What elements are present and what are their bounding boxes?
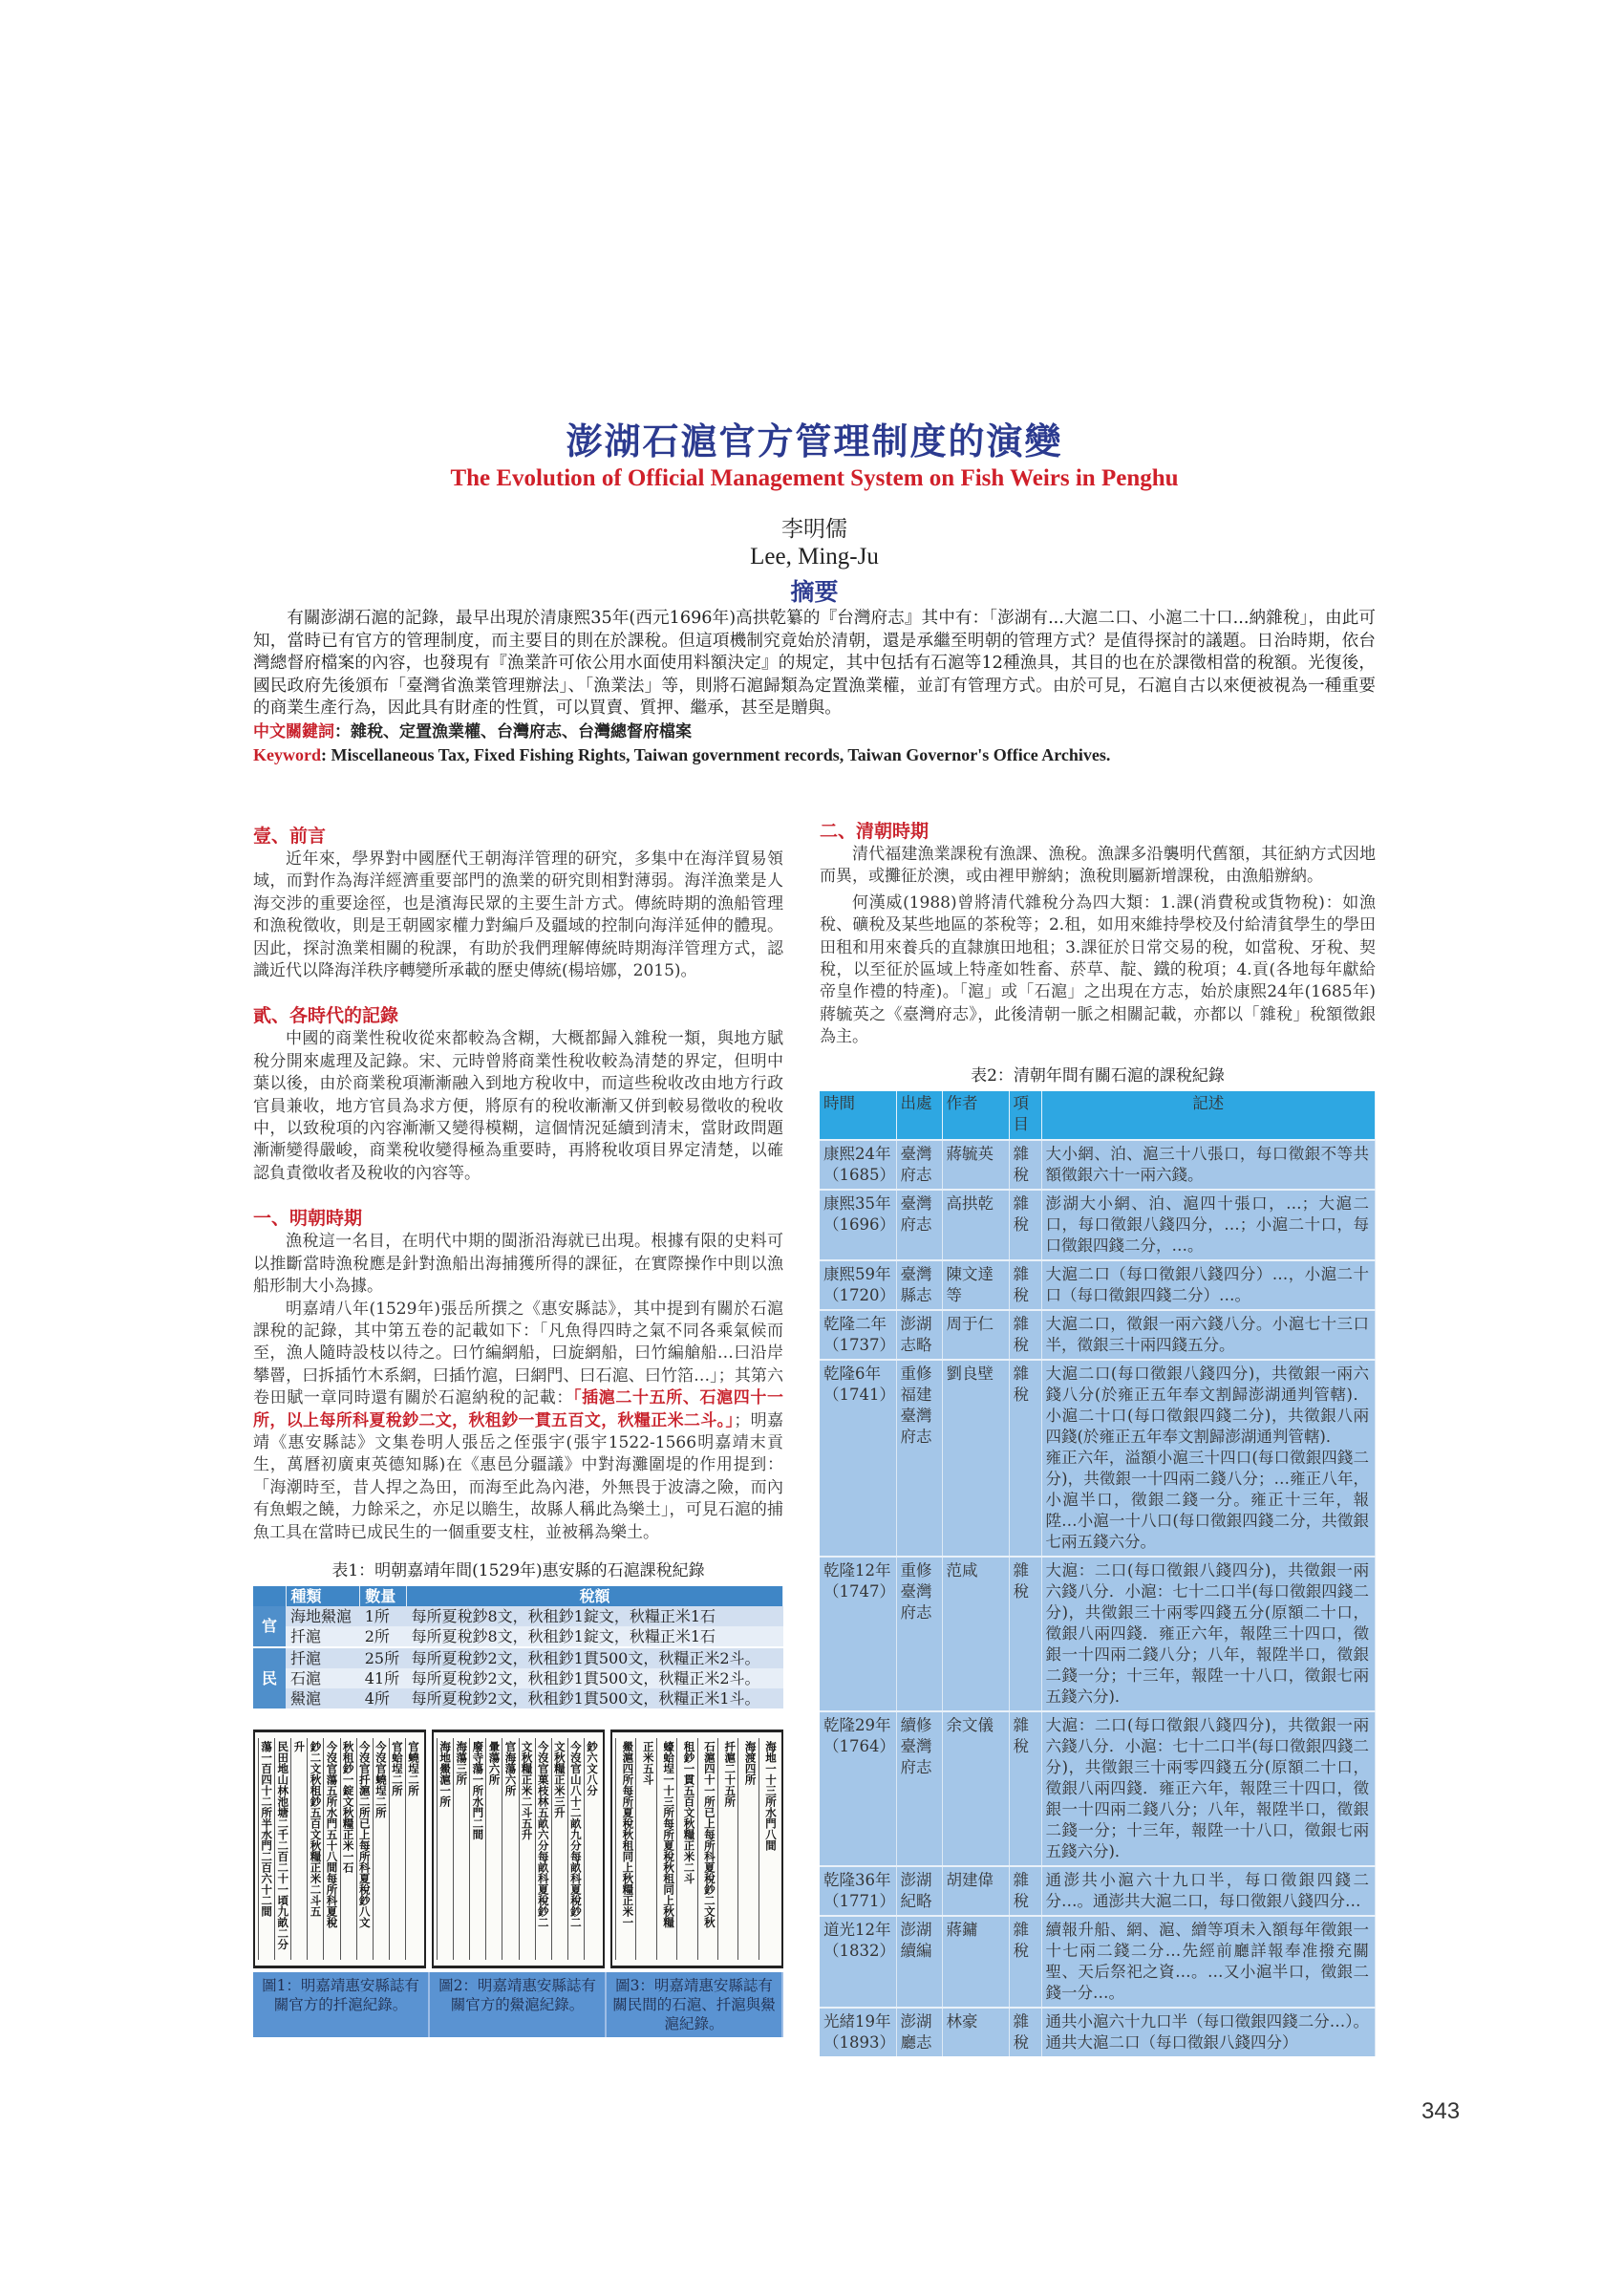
table1-cell: 1所 (360, 1606, 407, 1626)
table2-cell: 雜稅 (1009, 2008, 1041, 2056)
table1-cell: 41所 (360, 1668, 407, 1688)
figure-text-column: 暈蕩六所 (485, 1738, 502, 1960)
table-row (253, 1647, 783, 1668)
table2-cell: 澎湖紀略 (896, 1866, 942, 1916)
figure-text-column: 官海蕩六所 (502, 1738, 518, 1960)
keywords-en-label: Keyword (253, 744, 321, 764)
table-row (820, 1360, 1376, 1557)
table2-cell: 澎湖廳志 (896, 2008, 942, 2056)
table-row (820, 1310, 1376, 1360)
figure-text-column: 今沒官山八十二畝九分每畝科夏稅鈔二 (567, 1738, 584, 1960)
figure-text-column: 扦滬二十五所 (717, 1738, 737, 1960)
table2-cell: 通共小滬六十九口半（每口徵銀四錢二分…）。通共大滬二口（每口徵銀八錢四分） (1041, 2008, 1376, 2056)
table1-header-type: 種類 (286, 1586, 360, 1606)
right-column (820, 819, 1376, 2056)
table1-header-count: 數量 (360, 1586, 407, 1606)
figure-text-column: 海地一十三所水門八間 (759, 1738, 779, 1960)
table2-cell: 續修臺灣府志 (896, 1711, 942, 1866)
table1-group-label: 民 (253, 1647, 286, 1708)
table-row (253, 1606, 783, 1626)
table2-cell: 續報升船、網、滬、繒等項未入額每年徵銀一十七兩二錢二分…先經前廳詳報奉准撥充關聖、天后祭祀之資…。…又小滬半口，徵銀二錢一分…。 (1041, 1916, 1376, 2008)
table2-header-cell: 出處 (896, 1091, 942, 1140)
table-row (820, 2008, 1376, 2056)
figure-text-column: 今沒官蕩五所水門五十八間每所科夏稅 (323, 1738, 339, 1960)
keywords-zh-text: ：雜稅、定置漁業權、台灣府志、台灣總督府檔案 (334, 721, 692, 741)
figure-3-image (610, 1730, 783, 1968)
table1-cell: 每所夏稅鈔8文，秋租鈔1錠文，秋糧正米1石 (406, 1626, 782, 1647)
table1-cell: 2所 (360, 1626, 407, 1647)
table2-cell: 雜稅 (1009, 1260, 1041, 1310)
table2-cell: 乾隆二年（1737） (820, 1310, 896, 1360)
intro-paragraph: 近年來，學界對中國歷代王朝海洋管理的研究，多集中在海洋貿易領域，而對作為海洋經濟重要部門的漁業的研究則相對薄弱。海洋漁業是人海交涉的重要途徑，也是濱海民眾的主要生計方式。傳統時期的漁船管理和漁稅徵收，則是王朝國家權力對編戶及疆域的控制向海洋延伸的體現。因此，探討漁業相關的稅課，有助於我們理解傳統時期海洋管理方式，認識近代以降海洋秩序轉變所承載的歷史傳統(楊培娜，2015)。 (253, 849, 783, 981)
table2-cell: 大滬二口，徵銀一兩六錢八分。小滬七十三口半，徵銀三十兩四錢五分。 (1041, 1310, 1376, 1360)
left-column (253, 824, 783, 2037)
figure-text-column: 今沒官菓枝林五畝六分每畝科夏稅鈔二 (535, 1738, 551, 1960)
table2-cell: 大滬：二口(每口徵銀八錢四分)，共徵銀一兩六錢八分．小滬：七十二口半(每口徵銀四錢二分)，共徵銀三十兩零四錢五分(原額二十口，徵銀八兩四錢．雍正六年，報陞三十四口，徵銀一十四兩二錢八分；八年，報陞半口，徵銀二錢一分；十三年，報陞一十八口，徵銀七兩五錢六分)． (1041, 1557, 1376, 1711)
figure-text-column: 官蛤埕二所 (389, 1738, 405, 1960)
table2-header-cell: 項目 (1009, 1091, 1041, 1140)
ming-p2-quote: 「插滬二十五所、石滬四十一所，以上每所科夏稅鈔二文，秋租鈔一貫五百文，秋糧正米二斗。」 (253, 1388, 784, 1430)
table1-cell: 25所 (360, 1647, 407, 1668)
title-en: The Evolution of Official Management System on Fish Weirs in Penghu (450, 465, 1179, 491)
figure-text-column: 鱟滬四所每所夏稅秋租同上秋糧正米一 (615, 1738, 635, 1960)
keywords-en (253, 743, 1376, 766)
figure-text-column: 石滬四十一所已上每所科夏稅鈔二文秋 (697, 1738, 717, 1960)
table2-cell: 道光12年（1832） (820, 1916, 896, 2008)
keywords-zh (253, 720, 1376, 743)
table2-cell: 雜稅 (1009, 1190, 1041, 1260)
table1-cell: 海地鱟滬 (286, 1606, 360, 1626)
page-number: 343 (1421, 2098, 1461, 2124)
figure-text-column: 蕩一百四十二所半水門二百六十二間 (258, 1738, 274, 1960)
table-row (820, 1866, 1376, 1916)
table1-cell: 每所夏稅鈔8文，秋租鈔1錠文，秋糧正米1石 (406, 1606, 782, 1626)
table2-cell: 大滬：二口(每口徵銀八錢四分)，共徵銀一兩六錢八分．小滬：七十二口半(每口徵銀四錢二分)，共徵銀三十兩零四錢五分(原額二十口，徵銀八兩四錢．雍正六年，報陞三十四口，徵銀一十四兩二錢八分；八年，報陞半口，徵銀二錢一分；十三年，報陞一十八口，徵銀七兩五錢六分)． (1041, 1711, 1376, 1866)
table2-cell: 大小網、泊、滬三十八張口，每口徵銀不等共額徵銀六十一兩六錢。 (1041, 1140, 1376, 1190)
table-row (253, 1688, 783, 1708)
figure-captions (253, 1972, 783, 2037)
table2-cell: 康熙35年（1696） (820, 1190, 896, 1260)
table1-cell: 鱟滬 (286, 1688, 360, 1708)
ming-paragraph-2 (253, 1299, 783, 1544)
table2-cell: 通澎共小滬六十九口半，每口徵銀四錢二分…。通澎共大滬二口，每口徵銀八錢四分… (1041, 1866, 1376, 1916)
table2-cell: 劉良壁 (942, 1360, 1009, 1557)
figure-text-column: 租鈔一貫五百文秋糧正米二斗 (676, 1738, 696, 1960)
table2-cell: 胡建偉 (942, 1866, 1009, 1916)
table2-cell: 周于仁 (942, 1310, 1009, 1360)
figure-text-column: 鈔六文八分 (584, 1738, 600, 1960)
table2-cell: 雜稅 (1009, 1866, 1041, 1916)
table1 (253, 1586, 783, 1708)
table-row (820, 1260, 1376, 1310)
table2 (820, 1091, 1376, 2056)
table2-header-row (820, 1091, 1376, 1140)
ming-p2-pre: 明嘉靖八年(1529年)張岳所撰之《惠安縣誌》，其中提到有關於石滬課稅的記錄，其中第五卷的記載如下：「凡魚得四時之氣不同各乘氣候而至，漁人隨時設枝以待之。曰竹編網船，曰旋網船，曰竹編艙船…曰沿岸攀罾，曰拆插竹木系網，曰插竹滬，曰網門、曰石滬、曰竹箔…」；其第六卷田賦一章同時還有關於石滬納稅的記載： (253, 1299, 783, 1408)
table2-cell: 高拱乾 (942, 1190, 1009, 1260)
table2-cell: 康熙24年（1685） (820, 1140, 896, 1190)
table2-cell: 蔣毓英 (942, 1140, 1009, 1190)
ming-p2-post: ；明嘉靖《惠安縣誌》文集卷明人張岳之侄張宇(張宇1522-1566明嘉靖末貢生，萬曆初廣東英德知縣)在《惠邑分疆議》中對海灘圍堤的作用提到：「海潮時至，昔人捍之為田，而海至此為內港，外無畏于波濤之險，而內有魚蝦之饒，力餘采之，亦足以贍生，故縣人稱此為樂土」，可見石滬的捕魚工具在當時已成民生的一個重要支柱，並被稱為樂土。 (253, 1410, 783, 1542)
figure-1-image (253, 1730, 426, 1968)
table-row (820, 1557, 1376, 1711)
table2-cell: 重修臺灣府志 (896, 1557, 942, 1711)
figure-text-column: 鈔二文秋租鈔五百文秋糧正米二斗五 (307, 1738, 323, 1960)
table2-cell: 乾隆36年（1771） (820, 1866, 896, 1916)
figure-text-column: 今沒官蟯埕二所 (373, 1738, 389, 1960)
abstract-text: 有關澎湖石滬的記錄，最早出現於清康熙35年(西元1696年)高拱乾纂的『台灣府志』其中有：「澎湖有...大滬二口、小滬二十口...納雜稅」，由此可知，當時已有官方的管理制度，而主要目的則在於課稅。但這項機制究竟始於清朝，還是承繼至明朝的管理方式？是值得探討的議題。日治時期，依台灣總督府檔案的內容，也發現有『漁業許可依公用水面使用料額決定』的規定，其中包括有石滬等12種漁具，其目的也在於課徵相當的稅額。光復後，國民政府先後頒布「臺灣省漁業管理辦法」、「漁業法」等，則將石滬歸類為定置漁業權，並訂有管理方式。由於可見，石滬自古以來便被視為一種重要的商業生產行為，因此具有財產的性質，可以買賣、質押、繼承，甚至是贈與。 (253, 609, 1376, 719)
qing-paragraph-2: 何漢威(1988)曾將清代雜稅分為四大類：1.課(消費稅或貨物稅)：如漁稅、礦稅及某些地區的茶稅等；2.租，如用來維持學校及付給清貧學生的學田田租和用來養兵的直隸旗田地租；3.課征於日常交易的稅，如當稅、牙稅、契稅，以至征於區域上特產如牲畜、菸草、靛、鐵的稅項；4.貢(各地每年獻給帝皇作禮的特產)。「滬」或「石滬」之出現在方志，始於康熙24年(1685年)蔣毓英之《臺灣府志》，此後清朝一脈之相關記載，亦都以「雜稅」稅額徵銀為主。 (820, 892, 1376, 1047)
table2-cell: 陳文達等 (942, 1260, 1009, 1310)
figure-2-caption: 圖2：明嘉靖惠安縣誌有關官方的鱟滬紀錄。 (430, 1972, 607, 2037)
table2-cell: 大滬二口(每口徵銀八錢四分)，共徵銀一兩六錢八分(於雍正五年奉文割歸澎湖通判管轄)．小滬二十口(每口徵銀四錢二分)，共徵銀八兩四錢(於雍正五年奉文割歸澎湖通判管轄)． 雍正六年，溢額小滬三十四口(每口徵銀四錢二分)，共徵銀一十四兩二錢八分；…雍正八年，小滬半口，徵銀二錢一分。雍正十三年，報陞…小滬一十八口(每口徵銀四錢二分，共徵銀七兩五錢六分。 (1041, 1360, 1376, 1557)
table2-cell: 雜稅 (1009, 1360, 1041, 1557)
author-en: Lee, Ming-Ju (750, 544, 879, 570)
table2-cell: 范咸 (942, 1557, 1009, 1711)
header-block (253, 420, 1376, 766)
figure-text-column: 廢寺蕩一所水門二間 (469, 1738, 485, 1960)
figure-text-column: 海渡四所 (737, 1738, 758, 1960)
abstract-heading: 摘要 (790, 578, 839, 606)
figure-1-caption: 圖1：明嘉靖惠安縣誌有關官方的扦滬紀錄。 (253, 1972, 430, 2037)
figure-text-column: 海蕩三所 (453, 1738, 469, 1960)
table2-cell: 蔣鏞 (942, 1916, 1009, 2008)
table2-cell: 雜稅 (1009, 1557, 1041, 1711)
table1-cell: 每所夏稅鈔2文，秋租鈔1貫500文，秋糧正米1斗。 (406, 1688, 782, 1708)
keywords-zh-label: 中文關鍵詞 (253, 721, 334, 741)
table2-cell: 臺灣縣志 (896, 1260, 942, 1310)
figure-text-column: 文秋糧正米三升 (551, 1738, 567, 1960)
table1-cell: 扦滬 (286, 1626, 360, 1647)
records-paragraph: 中國的商業性稅收從來都較為含糊，大概都歸入雜稅一類，與地方賦稅分開來處理及記錄。宋、元時曾將商業性稅收較為清楚的界定，但明中葉以後，由於商業稅項漸漸融入到地方稅收中，而這些稅收改由地方行政官員兼收，地方官員為求方便，將原有的稅收漸漸又併到較易徵收的稅收中，以致稅項的內容漸漸又變得模糊，這個情況延續到清末，當財政問題漸漸變得嚴峻，商業稅收變得極為重要時，再將稅收項目界定清楚，以確認負責徵收者及稅收的內容等。 (253, 1029, 783, 1183)
figure-row (253, 1730, 783, 1968)
table-row (253, 1668, 783, 1688)
table2-cell: 澎湖續編 (896, 1916, 942, 2008)
figure-text-column: 海地鱟滬一所 (437, 1738, 453, 1960)
table2-header-cell: 作者 (942, 1091, 1009, 1140)
table2-cell: 雜稅 (1009, 1711, 1041, 1866)
table1-cell: 每所夏稅鈔2文，秋租鈔1貫500文，秋糧正米2斗。 (406, 1668, 782, 1688)
qing-paragraph-1: 清代福建漁業課稅有漁課、漁稅。漁課多沿襲明代舊額，其征納方式因地而異，或攤征於澳，或由裡甲辦納；漁稅則屬新增課稅，由漁船辦納。 (820, 845, 1376, 887)
table2-cell: 雜稅 (1009, 1310, 1041, 1360)
table2-cell: 臺灣府志 (896, 1190, 942, 1260)
table-row (820, 1190, 1376, 1260)
table2-cell: 大滬二口（每口徵銀八錢四分）…，小滬二十口（每口徵銀四錢二分）…。 (1041, 1260, 1376, 1310)
figure-text-column: 官蟯埕二所 (405, 1738, 421, 1960)
author-zh: 李明儒 (781, 517, 847, 542)
table2-header-cell: 記述 (1041, 1091, 1376, 1140)
ming-paragraph-1: 漁稅這一名目，在明代中期的閩浙沿海就已出現。根據有限的史料可以推斷當時漁稅應是針對漁船出海捕獲所得的課征，在實際操作中則以漁船形制大小為據。 (253, 1232, 783, 1297)
table1-cell: 扦滬 (286, 1647, 360, 1668)
figure-text-column: 蠔蛤埕一十三所每所夏稅秋租同上秋糧 (656, 1738, 676, 1960)
table1-header-tax: 稅額 (406, 1586, 782, 1606)
table2-cell: 重修福建臺灣府志 (896, 1360, 942, 1557)
table2-cell: 乾隆29年（1764） (820, 1711, 896, 1866)
table1-group-label: 官 (253, 1606, 286, 1647)
figure-3-caption: 圖3：明嘉靖惠安縣誌有關民間的石滬、扦滬與鱟滬紀錄。 (607, 1972, 783, 2037)
figure-text-column: 民田地山林池塘二千二百二十一頃九畝二分 (274, 1738, 290, 1960)
figure-text-column: 今沒官扦滬二所已上每所科夏稅鈔八文 (356, 1738, 373, 1960)
figure-2-image (432, 1730, 605, 1968)
table2-cell: 雜稅 (1009, 1140, 1041, 1190)
table1-cell: 每所夏稅鈔2文，秋租鈔1貫500文，秋糧正米2斗。 (406, 1647, 782, 1668)
figure-text-column: 升 (290, 1738, 307, 1960)
table-row (820, 1140, 1376, 1190)
table2-cell: 臺灣府志 (896, 1140, 942, 1190)
table-row (820, 1916, 1376, 2008)
table2-cell: 乾隆6年（1741） (820, 1360, 896, 1557)
table2-cell: 光緒19年（1893） (820, 2008, 896, 2056)
table2-cell: 澎湖大小網、泊、滬四十張口，…；大滬二口，每口徵銀八錢四分，…；小滬二十口，每口徵銀四錢二分，…。 (1041, 1190, 1376, 1260)
figure-text-column: 文秋糧正米二斗五升 (519, 1738, 535, 1960)
table2-caption: 表2：清朝年間有關石滬的課稅紀錄 (971, 1065, 1225, 1085)
table1-header-group (253, 1586, 286, 1606)
section-heading-records: 貳、各時代的記錄 (253, 1005, 399, 1027)
table1-cell: 石滬 (286, 1668, 360, 1688)
section-heading-intro: 壹、前言 (253, 826, 327, 847)
table1-cell: 4所 (360, 1688, 407, 1708)
table1-caption: 表1：明朝嘉靖年間(1529年)惠安縣的石滬課稅紀錄 (331, 1560, 705, 1580)
table2-cell: 余文儀 (942, 1711, 1009, 1866)
title-zh: 澎湖石滬官方管理制度的演變 (566, 420, 1063, 462)
figure-text-column: 秋租鈔一錠文秋糧正米一石 (340, 1738, 356, 1960)
table2-cell: 林豪 (942, 2008, 1009, 2056)
section-heading-qing: 二、清朝時期 (820, 821, 930, 842)
table-row (820, 1711, 1376, 1866)
section-heading-ming: 一、明朝時期 (253, 1208, 363, 1230)
table2-cell: 澎湖志略 (896, 1310, 942, 1360)
figure-text-column: 正米五斗 (635, 1738, 655, 1960)
table-row (253, 1626, 783, 1647)
keywords-en-text: : Miscellaneous Tax, Fixed Fishing Rights, Taiwan government records, Taiwan Governor's Office Archives. (321, 744, 1111, 764)
table2-cell: 康熙59年（1720） (820, 1260, 896, 1310)
table2-cell: 乾隆12年（1747） (820, 1557, 896, 1711)
table2-cell: 雜稅 (1009, 1916, 1041, 2008)
table2-header-cell: 時間 (820, 1091, 896, 1140)
